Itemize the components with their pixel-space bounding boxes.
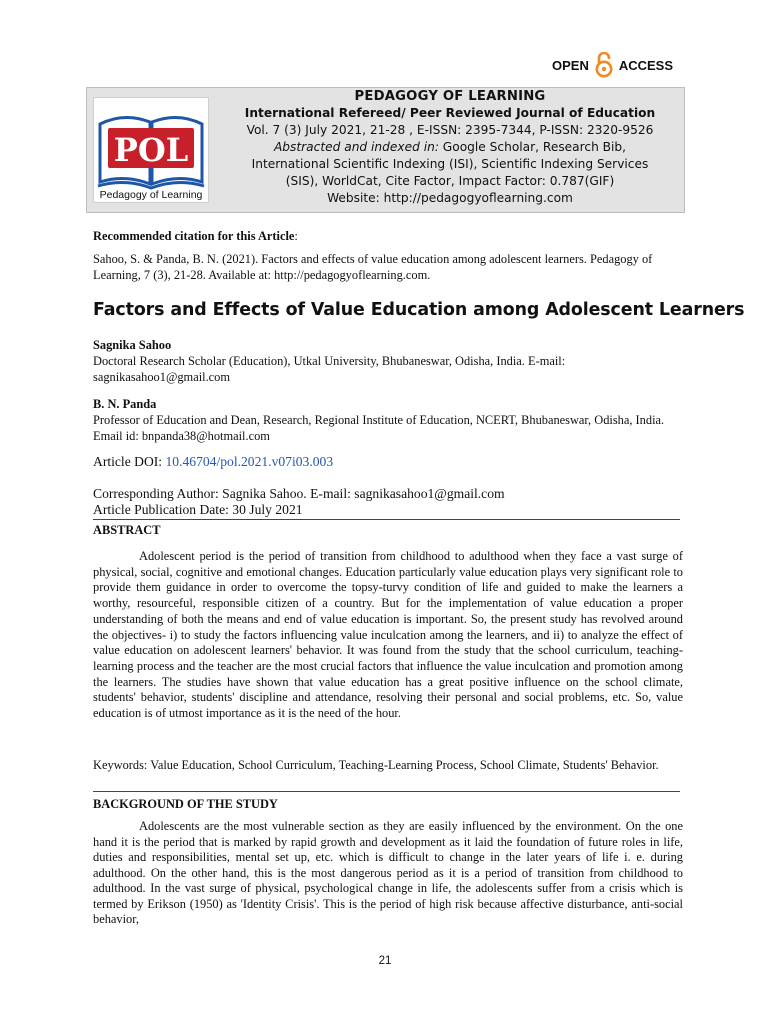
divider bbox=[93, 519, 680, 520]
journal-info bbox=[215, 88, 685, 207]
access-label: ACCESS bbox=[618, 57, 674, 73]
indexed-line-3: (SIS), WorldCat, Cite Factor, Impact Factor: 0.787(GIF) bbox=[285, 174, 615, 188]
abstract-heading-text: ABSTRACT bbox=[93, 523, 161, 537]
citation-text: Sahoo, S. & Panda, B. N. (2021). Factors and effects of value education among adolescent learners. Pedagogy of Learning, 7 (3), 21-28. Available at: http://pedagogyoflearning.com. bbox=[93, 252, 653, 282]
abstract-body: Adolescent period is the period of transition from childhood to adulthood when they face a vast surge of physical, social, cognitive and emotional changes. Education particularly value education plays very significant role to provide them guidance in order to overcome the topsy-turvy condition of life and guided to make the learners a worthy, resourceful, responsible citizen of a country. But for the implementation of value education a proper understanding of both the means and end of value education is important. So, the present study has revolved around the objectives- i) to study the factors influencing value inculcation among the learners, and ii) to analyze the effect of value education on adolescent learners' behavior. It was found from the study that the school curriculum, teaching-learning process and the teacher are the most crucial factors that influence the value inculcation and promotion among the learners. The studies have shown that value education has a great positive influence on the school climate, students' behavior, students' discipline and attendance, resolving their personal and social problems, etc. So, value education is of utmost importance as it is the need of the hour. bbox=[93, 549, 683, 721]
doi-line bbox=[93, 454, 683, 470]
book-logo-icon bbox=[94, 98, 208, 202]
background-body: Adolescents are the most vulnerable section as they are easily influenced by the environment. On the one hand it is the period that is marked by rapid growth and development as it laid the foundation of future roles in life, duties and responsibilities, mental set up, etc. which is difficult to change in the later years of life i. e. during adulthood. On the other hand, this is the most dangerous period as it is a period of transition from childhood to adulthood. In the vast surge of physical, psychological change in life, the adolescents suffer from a crisis which is termed by Erikson (1950) as 'Identity Crisis'. This is the period of high risk because affective disturbance, anti-social behavior, bbox=[93, 819, 683, 926]
volume-line: Vol. 7 (3) July 2021, 21-28 , E-ISSN: 2395-7344, P-ISSN: 2320-9526 bbox=[246, 123, 654, 137]
abstracted-rest: Google Scholar, Research Bib, bbox=[438, 140, 627, 154]
article-title: Factors and Effects of Value Education among Adolescent Learners bbox=[93, 300, 745, 320]
author-affiliation: Doctoral Research Scholar (Education), Utkal University, Bhubaneswar, Odisha, India. E-mail: sagnikasahoo1@gmail.com bbox=[93, 354, 566, 384]
citation-heading bbox=[93, 228, 683, 244]
indexed-line-2: International Scientific Indexing (ISI), Scientific Indexing Services bbox=[251, 157, 649, 171]
author-name: Sagnika Sahoo bbox=[93, 338, 172, 352]
citation-label: Recommended citation for this Article bbox=[93, 229, 295, 243]
background-heading-text: BACKGROUND OF THE STUDY bbox=[93, 797, 278, 811]
citation-colon: : bbox=[294, 229, 298, 243]
open-lock-icon bbox=[593, 52, 615, 78]
journal-logo bbox=[93, 97, 209, 203]
keywords: Keywords: Value Education, School Curriculum, Teaching-Learning Process, School Climate, Students' Behavior. bbox=[93, 758, 659, 772]
publication-date: Article Publication Date: 30 July 2021 bbox=[93, 502, 303, 517]
open-access-badge bbox=[552, 52, 673, 78]
abstracted-label: Abstracted and indexed in: bbox=[273, 140, 439, 154]
abstract-heading bbox=[93, 522, 683, 538]
open-label: OPEN bbox=[552, 57, 589, 73]
website-line[interactable]: Website: http://pedagogyoflearning.com bbox=[327, 191, 573, 205]
doi-link[interactable]: 10.46704/pol.2021.v07i03.003 bbox=[165, 454, 334, 469]
doi-label: Article DOI: bbox=[93, 454, 166, 469]
logo-caption: Pedagogy of Learning bbox=[99, 189, 203, 201]
author-1 bbox=[93, 337, 683, 385]
divider bbox=[93, 791, 680, 792]
page-number: 21 bbox=[378, 955, 392, 967]
author-name: B. N. Panda bbox=[93, 397, 157, 411]
author-affiliation: Professor of Education and Dean, Research, Regional Institute of Education, NCERT, Bhubaneswar, Odisha, India. Email id: bnpanda38@hotmail.com bbox=[93, 413, 665, 443]
background-heading bbox=[93, 796, 683, 812]
author-2 bbox=[93, 396, 683, 444]
corresponding-author: Corresponding Author: Sagnika Sahoo. E-mail: sagnikasahoo1@gmail.com bbox=[93, 486, 505, 501]
logo-text: POL bbox=[113, 131, 189, 169]
journal-title: PEDAGOGY OF LEARNING bbox=[354, 89, 546, 104]
indexed-line-1 bbox=[215, 139, 685, 156]
journal-subtitle: International Refereed/ Peer Reviewed Journal of Education bbox=[244, 106, 656, 120]
